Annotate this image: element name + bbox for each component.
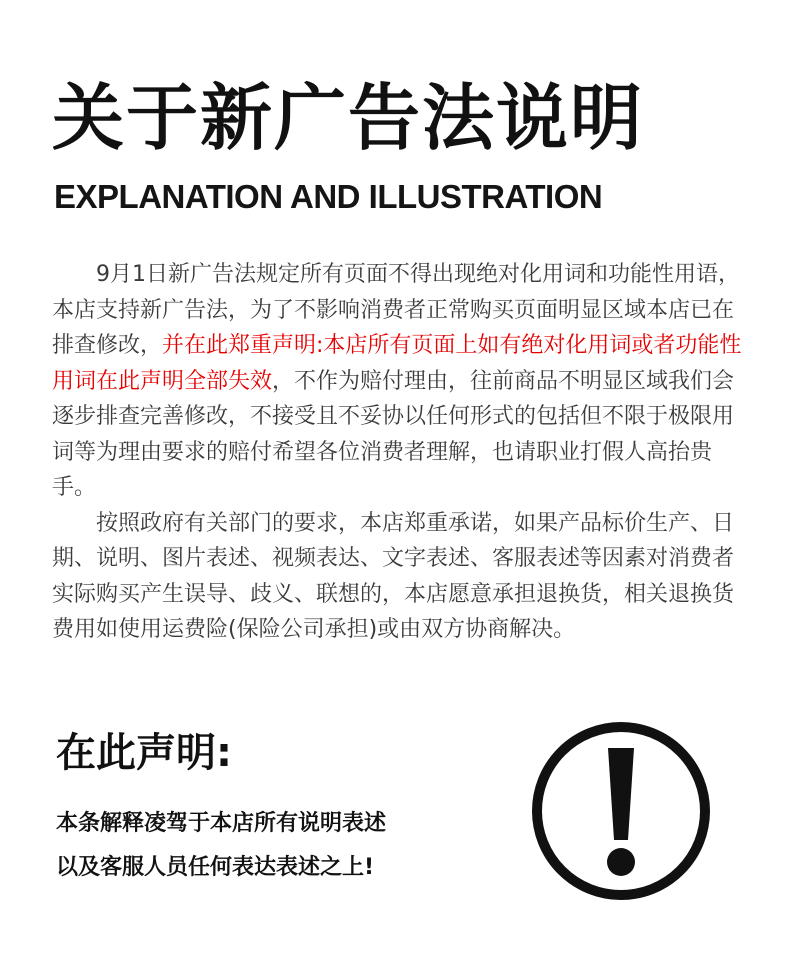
declaration-line-1: 本条解释凌驾于本店所有说明表述: [56, 811, 387, 836]
page-subtitle: EXPLANATION AND ILLUSTRATION: [54, 178, 603, 215]
paragraph-1-text-a: 9月1日新广告法规定所有页面不得出现绝对化用词和功能性用语，本店支持新广告法，为了不影响消费者正常购买页面明显区域本店已在排查修改，: [52, 262, 740, 358]
paragraph-1-text-b: ，不作为赔付理由，往前商品不明显区域我们会逐步排查完善修改，不接受且不妥协以任何形式的包括但不限于极限用词等为理由要求的赔付希望各位消费者理解，也请职业打假人高抬贵手。: [52, 368, 735, 500]
notice-body: [52, 257, 742, 648]
notice-paragraph-2: 按照政府有关部门的要求，本店郑重承诺，如果产品标价生产、日期、说明、图片表述、视频表达、文字表述、客服表述等因素对消费者实际购买产生误导、歧义、联想的，本店愿意承担退换货，相关退换货费用如使用运费险(保险公司承担)或由双方协商解决。: [52, 510, 735, 642]
highlighted-declaration: 并在此郑重声明:本店所有页面上如有绝对化用词或者功能性用词在此声明全部失效: [52, 333, 742, 394]
notice-paragraph-1: [52, 257, 742, 506]
declaration-line-2: 以及客服人员任何表达表述之上!: [56, 855, 375, 880]
page-title: 关于新广告法说明: [52, 76, 645, 160]
declaration-title: 在此声明:: [56, 730, 232, 776]
exclamation-circle-icon: [530, 720, 712, 902]
